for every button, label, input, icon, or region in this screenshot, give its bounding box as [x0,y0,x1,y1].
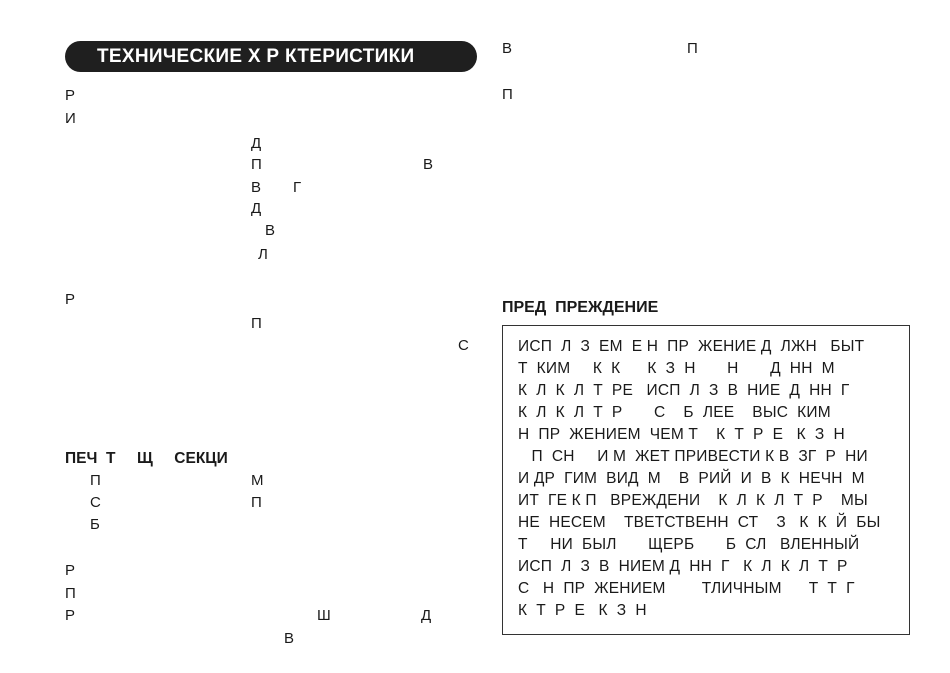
spec-line: Д [251,200,262,217]
bottom-line: В [284,630,295,647]
warning-line: К Т Р Е К З Н [518,602,647,619]
tech-specs-title-bar [65,41,477,72]
warning-line: ИСП Л З В НИЕМ Д НН Г К Л К Л Т Р [518,558,848,575]
warning-title: ПРЕД ПРЕЖДЕНИЕ [502,299,659,316]
spec-line: П [251,156,262,173]
warning-line: С Н ПР ЖЕНИЕМ ТЛИЧНЫМ Т Т Г [518,580,855,597]
spec-line: П [251,315,262,332]
right-line: П [502,86,513,103]
spec-line: С [458,337,469,354]
spec-line: В [265,222,276,239]
warning-line: Т НИ БЫЛ ЩЕРБ Б СЛ ВЛЕННЫЙ [518,536,860,553]
warning-line: П СН И М ЖЕТ ПРИВЕСТИ К В ЗГ Р НИ [518,448,868,465]
right-line: П [687,40,698,57]
spec-line: Д [251,135,262,152]
print-section-item: П [251,494,262,511]
warning-line: К Л К Л Т Р С Б ЛЕЕ ВЫС КИМ [518,404,831,421]
bottom-line: Ш [317,607,331,624]
spec-line: В [251,179,262,196]
bottom-line: Р [65,607,76,624]
print-section-item: Б [90,516,100,533]
spec-line: Л [258,246,268,263]
spec-line: Г [293,179,302,196]
warning-box [502,325,910,635]
spec-line: И [65,110,76,127]
print-section-item: М [251,472,264,489]
print-section-item: П [90,472,101,489]
spec-line: Р [65,291,76,308]
print-section-item: С [90,494,101,511]
warning-line: ИСП Л З ЕМ Е Н ПР ЖЕНИЕ Д ЛЖН БЫТ [518,338,865,355]
right-line: В [502,40,513,57]
spec-line: Р [65,87,76,104]
print-section-title: ПЕЧ Т Щ СЕКЦИ [65,450,228,467]
bottom-line: Р [65,562,76,579]
warning-line: Н ПР ЖЕНИЕМ ЧЕМ Т К Т Р Е К З Н [518,426,845,443]
bottom-line: П [65,585,76,602]
warning-line: Т КИМ К К К З Н Н Д НН М [518,360,835,377]
tech-specs-title: ТЕХНИЧЕСКИЕ Х Р КТЕРИСТИКИ [97,46,415,67]
bottom-line: Д [421,607,432,624]
warning-line: НЕ НЕСЕМ ТВЕТСТВЕНН СТ З К К Й БЫ [518,514,881,531]
warning-line: К Л К Л Т РЕ ИСП Л З В НИЕ Д НН Г [518,382,850,399]
warning-line: ИТ ГЕ К П ВРЕЖДЕНИ К Л К Л Т Р МЫ [518,492,868,509]
spec-line: В [423,156,434,173]
warning-line: И ДР ГИМ ВИД М В РИЙ И В К НЕЧН М [518,470,865,487]
